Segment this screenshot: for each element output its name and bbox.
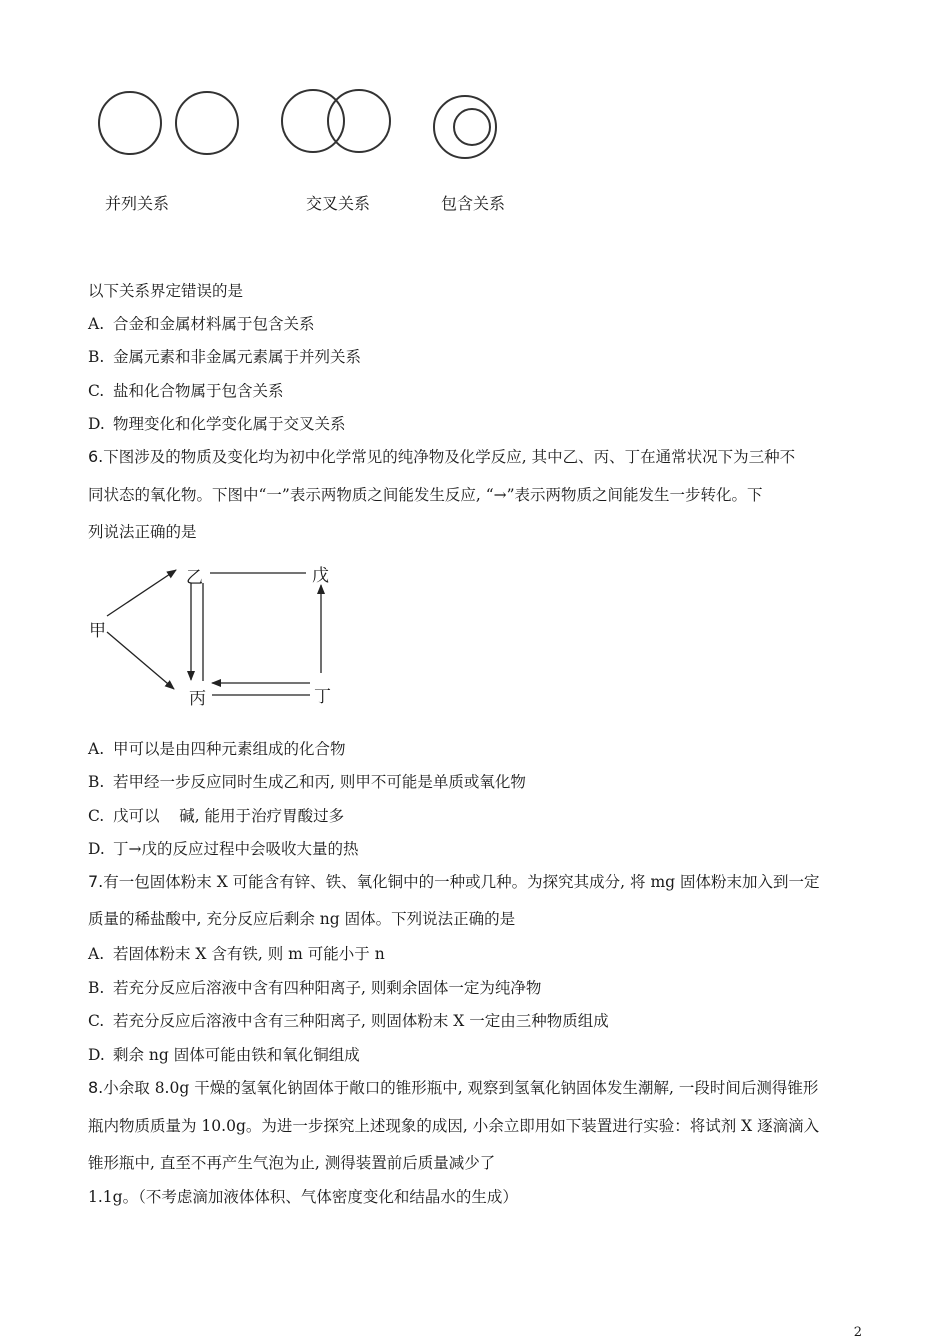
q7-number: 7.: [88, 872, 104, 891]
stem-text: 有一包固体粉末 X 可能含有锌、铁、氧化铜中的一种或几种。为探究其成分, 将 mg 固体粉末加入到一定: [103, 873, 820, 891]
option-text: 甲可以是由四种元素组成的化合物: [113, 740, 346, 758]
option-letter: D.: [88, 415, 105, 433]
intersect-relation-label: 交叉关系: [306, 194, 371, 213]
q6-number: 6.: [88, 447, 104, 466]
intersect-circle-right: [328, 90, 390, 152]
option-letter: D.: [88, 1046, 105, 1064]
option-text: 若固体粉末 X 含有铁, 则 m 可能小于 n: [113, 945, 385, 963]
option-letter: B.: [88, 773, 105, 791]
q6-option-a: [88, 739, 346, 759]
q7-option-b: [88, 978, 541, 998]
q5-option-a: [88, 314, 315, 334]
label-jia: 甲: [89, 621, 106, 641]
parallel-circle-left: [99, 92, 161, 154]
q8-number: 8.: [88, 1078, 104, 1097]
label-yi: 乙: [186, 568, 203, 588]
option-letter: A.: [88, 315, 105, 333]
q6-stem-line-1: [88, 447, 795, 467]
option-letter: C.: [88, 1012, 105, 1030]
label-ding: 丁: [314, 687, 331, 707]
label-wu: 戊: [312, 566, 329, 586]
q8-stem-line-2: 瓶内物质质量为 10.0g。为进一步探究上述现象的成因, 小余立即用如下装置进行实验：将试剂 X 逐滴滴入: [88, 1117, 820, 1135]
q6-option-c: [88, 806, 344, 826]
page-number: 2: [853, 1325, 862, 1340]
contain-circle-outer: [434, 96, 496, 158]
q7-option-d: [88, 1045, 360, 1065]
stem-text: 下图涉及的物质及变化均为初中化学常见的纯净物及化学反应, 其中乙、丙、丁在通常状况下为三种不: [103, 448, 796, 466]
option-text: 戊可以 碱, 能用于治疗胃酸过多: [113, 807, 345, 825]
option-text: 金属元素和非金属元素属于并列关系: [113, 348, 362, 366]
option-text: 若充分反应后溶液中含有三种阳离子, 则固体粉末 X 一定由三种物质组成: [113, 1012, 609, 1030]
relation-circles-diagram: [0, 0, 520, 170]
option-letter: D.: [88, 840, 105, 858]
option-letter: A.: [88, 945, 105, 963]
option-text: 丁→戊的反应过程中会吸收大量的热: [113, 840, 359, 858]
q7-stem-line-2: 质量的稀盐酸中, 充分反应后剩余 ng 固体。下列说法正确的是: [88, 910, 516, 928]
arrow-jia-to-yi: [107, 570, 176, 616]
q5-option-d: [88, 414, 346, 434]
parallel-relation-label: 并列关系: [105, 194, 170, 213]
option-text: 盐和化合物属于包含关系: [113, 382, 284, 400]
arrow-jia-to-bing: [107, 632, 174, 689]
q7-stem-line-1: [88, 872, 820, 892]
q8-stem-line-3: 锥形瓶中, 直至不再产生气泡为止, 测得装置前后质量减少了: [88, 1154, 496, 1172]
q7-option-a: [88, 944, 385, 964]
intersect-circle-left: [282, 90, 344, 152]
option-letter: A.: [88, 740, 105, 758]
q7-option-c: [88, 1011, 609, 1031]
option-letter: B.: [88, 979, 105, 997]
q6-option-d: [88, 839, 359, 859]
parallel-circle-right: [176, 92, 238, 154]
q5-stem: 以下关系界定错误的是: [88, 282, 244, 300]
q5-option-c: [88, 381, 284, 401]
stem-text: 小余取 8.0g 干燥的氢氧化钠固体于敞口的锥形瓶中, 观察到氢氧化钠固体发生潮解, 一段时间后测得锥形: [103, 1079, 819, 1097]
option-text: 剩余 ng 固体可能由铁和氧化铜组成: [113, 1046, 360, 1064]
contain-circle-inner: [454, 109, 490, 145]
option-text: 若充分反应后溶液中含有四种阳离子, 则剩余固体一定为纯净物: [113, 979, 542, 997]
q8-stem-line-4: 1.1g。（不考虑滴加液体体积、气体密度变化和结晶水的生成）: [88, 1188, 518, 1206]
option-text: 合金和金属材料属于包含关系: [113, 315, 315, 333]
q6-reaction-diagram: [0, 550, 360, 720]
option-text: 物理变化和化学变化属于交叉关系: [113, 415, 346, 433]
option-letter: C.: [88, 807, 105, 825]
option-letter: C.: [88, 382, 105, 400]
q6-option-b: [88, 772, 526, 792]
q5-option-b: [88, 347, 361, 367]
option-letter: B.: [88, 348, 105, 366]
label-bing: 丙: [189, 689, 206, 709]
q6-stem-line-3: 列说法正确的是: [88, 523, 197, 541]
q6-stem-line-2: 同状态的氧化物。下图中“一”表示两物质之间能发生反应, “→”表示两物质之间能发生一步转化。下: [88, 486, 763, 504]
q8-stem-line-1: [88, 1078, 818, 1098]
option-text: 若甲经一步反应同时生成乙和丙, 则甲不可能是单质或氧化物: [113, 773, 526, 791]
contain-relation-label: 包含关系: [441, 194, 506, 213]
